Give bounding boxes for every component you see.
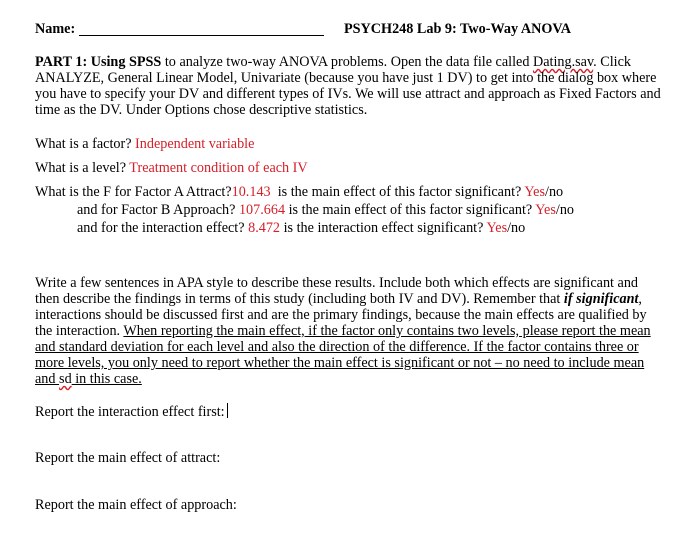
report-interaction-prompt[interactable]: Report the interaction effect first:: [35, 403, 228, 421]
part1-heading: PART 1: Using SPSS: [35, 54, 162, 70]
name-label: Name:: [35, 21, 76, 37]
answer-factor: Independent variable: [135, 136, 255, 152]
text-cursor: [227, 403, 229, 418]
report-approach-prompt[interactable]: Report the main effect of approach:: [35, 497, 237, 513]
f-attract-value: 10.143: [231, 184, 271, 200]
question-f-interaction: and for the interaction effect? 8.472 is the interaction effect significant? Yes/no: [77, 220, 526, 236]
question-level: What is a level? Treatment condition of each IV: [35, 160, 308, 176]
question-f-approach: and for Factor B Approach? 107.664 is the main effect of this factor significant? Yes/no: [77, 202, 575, 218]
f-interaction-value: 8.472: [248, 220, 281, 236]
part1-instructions: PART 1: Using SPSS to analyze two-way ANOVA problems. Open the data file called Dating.sav. Click ANALYZE, General Linear Model, Univariate (because you have just 1 DV) to get into the dialog box where you have to specify your DV and different types of IVs. We will use attract and approach as Fixed Factors and time as the DV. Under Options chose descriptive statistics.: [35, 54, 661, 118]
name-line[interactable]: [79, 35, 324, 36]
worksheet-title: PSYCH248 Lab 9: Two-Way ANOVA: [344, 21, 572, 37]
question-f-attract: What is the F for Factor A Attract?10.143 is the main effect of this factor significant? Yes/no: [35, 184, 564, 200]
data-file-name: Dating.sav: [532, 54, 594, 70]
question-factor: What is a factor? Independent variable: [35, 136, 255, 152]
underlined-instructions: When reporting the main effect, if the factor only contains two levels, please report the mean and standard deviation for each level and also the direction of the difference. If the factor contains three or more levels, you only need to report whether the main effect is significant or not – no need to include mean and: [35, 323, 651, 387]
report-attract-prompt[interactable]: Report the main effect of attract:: [35, 450, 221, 466]
if-significant-emphasis: if significant: [563, 291, 639, 307]
apa-instructions: Write a few sentences in APA style to describe these results. Include both which effects are significant and then describe the findings in terms of this study (including both IV and DV). Remember that if significant, interactions should be discussed first and are the primary findings, because the main effects are qualified by the interaction. When reporting the main effect, if the factor only contains two levels, please report the mean and standard deviation for each level and also the direction of the difference. If the factor contains three or more levels, you only need to report whether the main effect is significant or not – no need to include mean and sd in this case.: [35, 275, 651, 387]
f-approach-value: 107.664: [238, 202, 286, 218]
sd-term: sd: [59, 371, 72, 387]
answer-level: Treatment condition of each IV: [129, 160, 308, 176]
